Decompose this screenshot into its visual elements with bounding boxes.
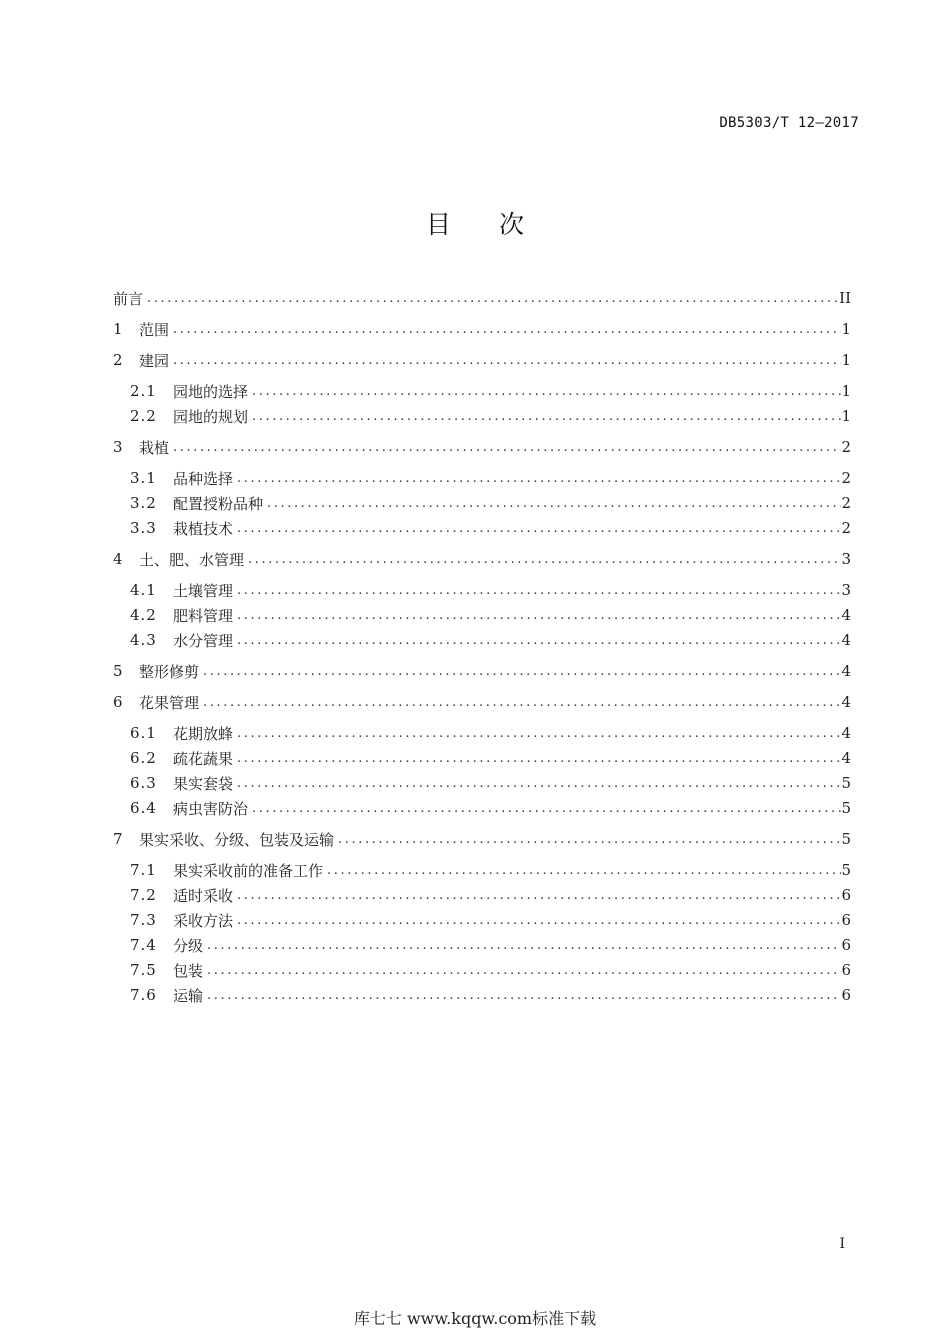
toc-entry-title: 园地的选择 [173,382,249,401]
toc-entry[interactable] [130,771,851,795]
toc-leader-dots [173,322,841,337]
toc-entry-title: 采收方法 [173,911,234,930]
toc-entry[interactable] [130,746,851,770]
toc-entry[interactable] [130,908,851,932]
toc-entry-page: 6 [841,936,851,954]
toc-entry-title: 分级 [173,936,204,955]
toc-entry-title: 品种选择 [173,469,234,488]
toc-entry-title: 土壤管理 [173,581,234,600]
page-number: I [839,1236,845,1252]
toc-entry-number: 4.2 [130,606,157,624]
toc-leader-dots [237,608,841,623]
toc-entry-number: 3 [113,438,123,456]
toc-entry-number: 6.1 [130,724,157,742]
toc-leader-dots [207,938,841,953]
toc-entry-page: 5 [841,799,851,817]
toc-leader-dots [203,695,841,710]
toc-entry-number: 7.2 [130,886,157,904]
toc-entry[interactable] [130,958,851,982]
toc-entry-title: 花果管理 [139,693,200,712]
toc-entry-page: 2 [841,469,851,487]
toc-leader-dots [173,353,841,368]
toc-entry-number: 4.3 [130,631,157,649]
toc-entry[interactable] [130,858,851,882]
toc-entry[interactable] [130,796,851,820]
toc-entry[interactable] [130,721,851,745]
toc-entry-title: 栽植技术 [173,519,234,538]
toc-entry-number: 6.4 [130,799,157,817]
toc-leader-dots [237,913,841,928]
toc-entry-title: 果实采收前的准备工作 [173,861,324,880]
toc-entry[interactable] [130,516,851,540]
page-title: 目次 [425,210,572,239]
toc-entry-page: 4 [841,749,851,767]
toc-entry-title: 包装 [173,961,204,980]
toc-leader-dots [237,633,841,648]
toc-entry-number: 7.5 [130,961,157,979]
toc-entry[interactable] [113,317,851,341]
toc-leader-dots [237,726,841,741]
toc-entry-page: 4 [841,693,851,711]
toc-leader-dots [327,863,841,878]
toc-entry[interactable] [113,547,851,571]
toc-entry-page: 2 [841,519,851,537]
toc-entry[interactable] [130,883,851,907]
toc-entry[interactable] [113,435,851,459]
toc-leader-dots [147,291,839,306]
toc-entry-page: II [839,289,851,307]
toc-entry[interactable] [113,348,851,372]
toc-entry-page: 1 [841,407,851,425]
toc-entry-page: 2 [841,494,851,512]
toc-entry-title: 肥料管理 [173,606,234,625]
toc-entry-number: 3.3 [130,519,157,537]
toc-entry-number: 7.6 [130,986,157,1004]
toc-entry-number: 3.2 [130,494,157,512]
toc-entry-page: 3 [841,550,851,568]
toc-entry[interactable] [130,404,851,428]
toc-entry-page: 4 [841,662,851,680]
toc-entry-title: 疏花蔬果 [173,749,234,768]
toc-leader-dots [237,583,841,598]
toc-entry-number: 3.1 [130,469,157,487]
toc-entry[interactable] [113,659,851,683]
toc-leader-dots [237,471,841,486]
toc-entry-page: 5 [841,830,851,848]
toc-entry-number: 6.3 [130,774,157,792]
toc-entry-page: 6 [841,986,851,1004]
toc-entry[interactable] [113,827,851,851]
toc-entry-title: 果实采收、分级、包装及运输 [139,830,335,849]
toc-leader-dots [237,751,841,766]
toc-entry-number: 6.2 [130,749,157,767]
toc-leader-dots [252,801,841,816]
toc-entry-page: 6 [841,911,851,929]
toc-entry-title: 前言 [113,289,144,308]
toc-entry-page: 4 [841,631,851,649]
toc-leader-dots [252,384,841,399]
toc-entry[interactable] [130,491,851,515]
toc-entry-title: 配置授粉品种 [173,494,264,513]
toc-entry[interactable] [130,603,851,627]
toc-entry-page: 5 [841,861,851,879]
toc-entry-title: 水分管理 [173,631,234,650]
toc-entry-title: 栽植 [139,438,170,457]
toc-entry-page: 4 [841,606,851,624]
toc-entry[interactable] [130,628,851,652]
toc-leader-dots [237,776,841,791]
toc-leader-dots [237,521,841,536]
toc-entry-title: 适时采收 [173,886,234,905]
toc-entry-number: 4 [113,550,123,568]
toc-leader-dots [252,409,841,424]
toc-entry-number: 2.1 [130,382,157,400]
watermark-text: 库七七 www.kqqw.com标准下载 [353,1309,597,1328]
toc-entry[interactable] [130,466,851,490]
toc-leader-dots [203,664,841,679]
toc-entry[interactable] [113,286,851,310]
toc-entry-page: 2 [841,438,851,456]
toc-entry[interactable] [130,983,851,1007]
toc-entry-number: 2.2 [130,407,157,425]
toc-leader-dots [173,440,841,455]
toc-entry-page: 1 [841,320,851,338]
toc-entry-number: 7.3 [130,911,157,929]
toc-entry[interactable] [130,578,851,602]
toc-entry-number: 5 [113,662,123,680]
toc-entry-page: 1 [841,382,851,400]
toc-entry-page: 3 [841,581,851,599]
toc-entry-title: 果实套袋 [173,774,234,793]
toc-entry-title: 建园 [139,351,170,370]
toc-entry-title: 花期放蜂 [173,724,234,743]
toc-entry-title: 土、肥、水管理 [139,550,245,569]
toc-leader-dots [207,963,841,978]
toc-entry[interactable] [113,690,851,714]
toc-entry-page: 6 [841,886,851,904]
toc-entry-number: 4.1 [130,581,157,599]
toc-leader-dots [207,988,841,1003]
toc-entry-title: 病虫害防治 [173,799,249,818]
toc-entry-page: 5 [841,774,851,792]
toc-leader-dots [267,496,841,511]
toc-entry-title: 整形修剪 [139,662,200,681]
toc-leader-dots [338,832,841,847]
toc-entry-title: 园地的规划 [173,407,249,426]
toc-entry-title: 范围 [139,320,170,339]
toc-entry-number: 7 [113,830,123,848]
toc-entry-number: 6 [113,693,123,711]
toc-leader-dots [248,552,841,567]
toc-entry-title: 运输 [173,986,204,1005]
toc-entry-number: 7.1 [130,861,157,879]
toc-entry-number: 2 [113,351,123,369]
document-code: DB5303/T 12—2017 [719,115,859,131]
toc-leader-dots [237,888,841,903]
toc-entry[interactable] [130,379,851,403]
toc-entry-number: 1 [113,320,123,338]
toc-entry-number: 7.4 [130,936,157,954]
toc-entry-page: 4 [841,724,851,742]
toc-entry-page: 1 [841,351,851,369]
toc-entry-page: 6 [841,961,851,979]
toc-entry[interactable] [130,933,851,957]
